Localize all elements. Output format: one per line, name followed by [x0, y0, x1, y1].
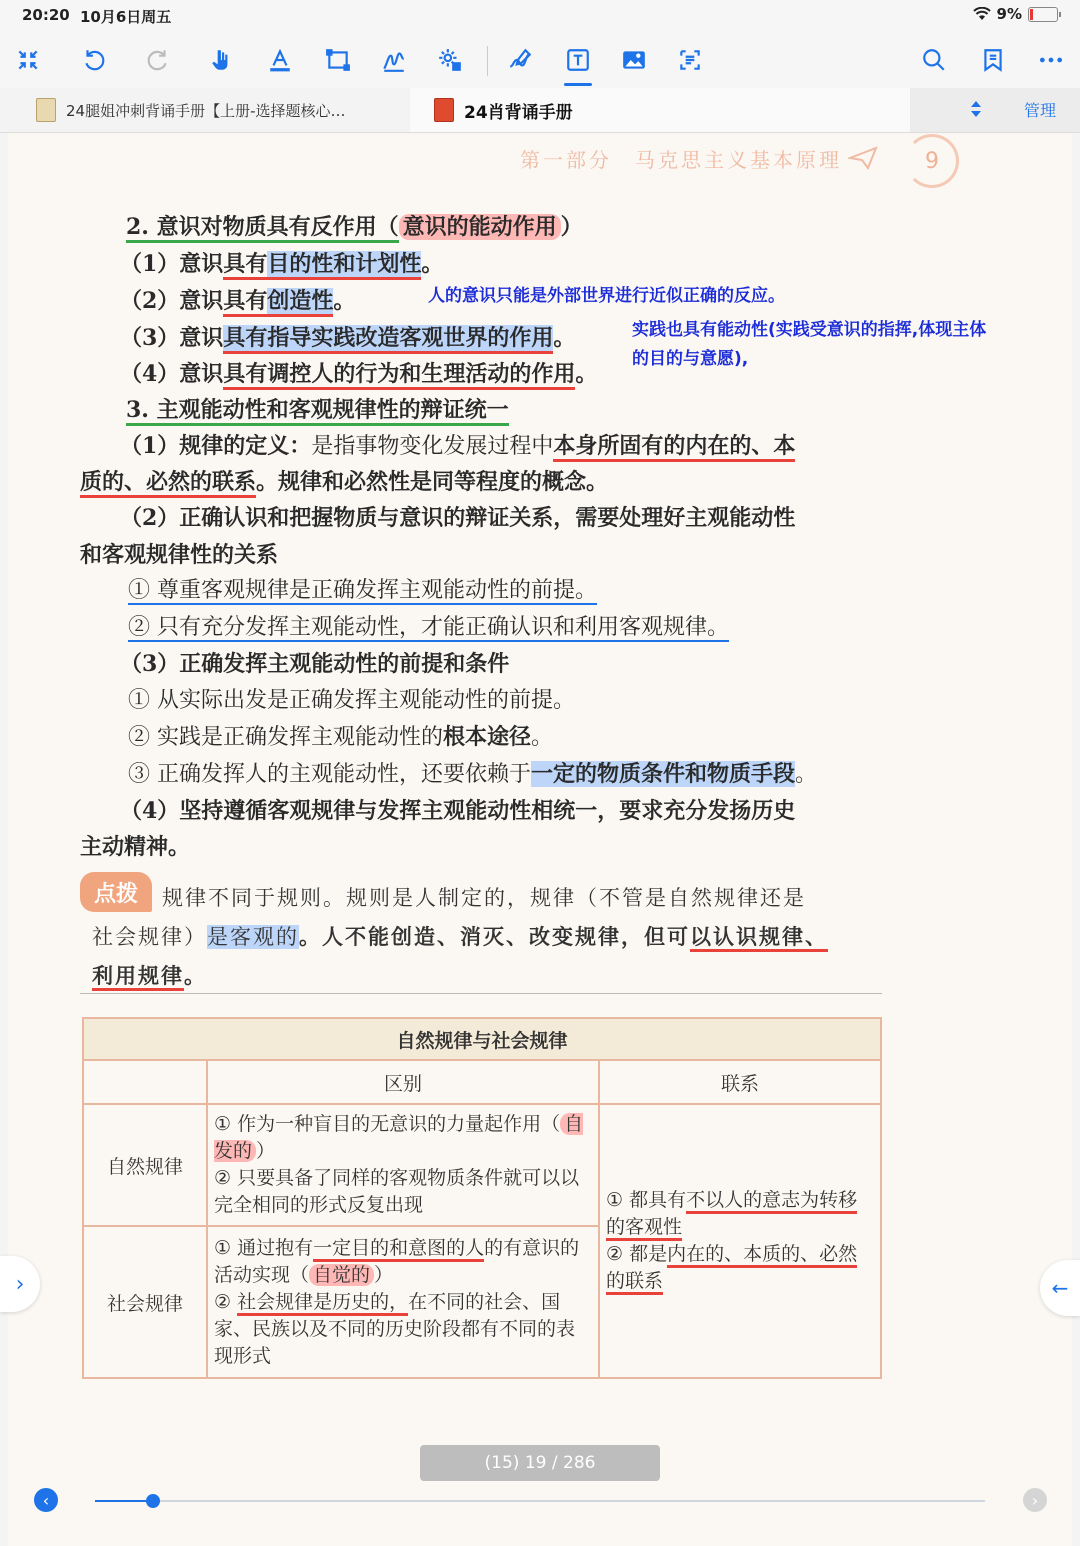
text: 。规律和必然性是同等程度的概念。	[256, 469, 609, 495]
manage-button[interactable]: 管理	[1024, 101, 1057, 120]
rule-2-line-2: 和客观规律性的关系	[80, 542, 279, 568]
text: 是指事物变化发展过程中	[311, 434, 554, 459]
text: 质的、必然的联系	[80, 469, 256, 498]
arrow-left-icon: ←	[1051, 1276, 1069, 1300]
text: 创造性	[267, 288, 333, 317]
rule-3-item-2	[128, 722, 553, 753]
text: 是客观的	[207, 925, 299, 949]
text: 不以人的意志为转移的客观性	[606, 1189, 857, 1241]
rule-2-item-2	[128, 613, 729, 643]
text: 一定目的和意图的人	[313, 1237, 484, 1262]
status-bar	[0, 0, 1080, 32]
text: ③ 正确发挥人的主观能动性，还要依赖于	[128, 762, 531, 787]
rule-4-line-1: （4）坚持遵循客观规律与发挥主观能动性相统一，要求充分发扬历史	[120, 798, 796, 824]
signature-icon[interactable]	[376, 42, 412, 78]
row-natural-law-difference	[207, 1104, 599, 1226]
text-box-icon[interactable]	[560, 42, 596, 78]
tab-document-2[interactable]	[410, 88, 910, 132]
running-head: 第一部分 马克思主义基本原理	[520, 148, 842, 172]
tip-line-2	[92, 921, 828, 951]
table-title: 自然规律与社会规律	[83, 1018, 881, 1060]
section-3-title	[126, 395, 509, 425]
tip-line-3	[92, 960, 207, 990]
line-2-4	[120, 359, 597, 389]
line-2-1	[120, 249, 443, 279]
document-thumbnail-icon	[36, 98, 56, 122]
battery-icon	[1028, 7, 1058, 22]
collapse-icon[interactable]	[10, 42, 46, 78]
text: 利用规律	[92, 963, 184, 991]
text: ① 都具有	[606, 1189, 687, 1211]
line-2-2	[120, 286, 355, 316]
text: 。	[333, 288, 356, 314]
text: ②	[214, 1290, 238, 1313]
page-indicator: (15) 19 / 286	[420, 1445, 660, 1481]
text: 具有调控人的行为和生理活动的作用	[223, 361, 575, 390]
tab-bar	[0, 88, 1080, 133]
text: 具有指导实践改造客观世界的作用	[223, 325, 553, 354]
toolbar	[0, 32, 1080, 88]
tip-line-1: 规律不同于规则。规则是人制定的，规律（不管是自然规律还是	[162, 886, 806, 910]
page-slider-track[interactable]	[95, 1500, 985, 1502]
page-number: 9	[905, 134, 959, 188]
rule-3-item-1: ① 从实际出发是正确发挥主观能动性的前提。	[128, 688, 575, 713]
text: 。	[531, 725, 554, 750]
search-icon[interactable]	[916, 42, 952, 78]
handwritten-note-2a: 实践也具有能动性(实践受意识的指挥,体现主体	[632, 320, 987, 340]
text: 在不同的社会、国家、民族以及不同的历史阶段都有不同的表现形式	[214, 1290, 576, 1367]
text: 社会规律）	[92, 925, 207, 949]
rule-2-item-1	[128, 576, 597, 606]
text: ② 都是	[606, 1243, 668, 1265]
prev-page-button[interactable]	[34, 1488, 58, 1512]
text: 一定的物质条件和物质手段	[531, 761, 796, 787]
text: 。	[421, 251, 444, 277]
laws-comparison-table	[82, 1017, 882, 1379]
connection-cell	[599, 1104, 881, 1378]
text: （1）规律的定义：	[120, 433, 312, 459]
row-social-law-difference	[207, 1226, 599, 1378]
text: ① 通过抱有	[214, 1236, 314, 1259]
text: 社会规律是历史的，	[237, 1291, 408, 1316]
more-icon[interactable]	[1033, 42, 1069, 78]
text: ）	[256, 1140, 276, 1162]
page-slider-fill	[95, 1500, 153, 1502]
image-icon[interactable]	[616, 42, 652, 78]
text: 自发的	[214, 1113, 584, 1162]
rule-1-line-1	[120, 431, 795, 462]
ocr-icon[interactable]	[672, 42, 708, 78]
text: 以认识规律、	[690, 924, 828, 952]
text: ① 作为一种盲目的无意识的力量起作用（	[214, 1113, 561, 1135]
chevron-right-icon: ›	[15, 1271, 25, 1297]
chevron-right-icon: ›	[1031, 1490, 1039, 1510]
line-2-3	[120, 323, 575, 353]
chevron-left-icon: ‹	[42, 1490, 50, 1510]
pen-icon[interactable]	[502, 42, 538, 78]
text: 自觉的	[309, 1264, 374, 1286]
section-2-title	[126, 212, 583, 242]
rule-2-line-1: （2）正确认识和把握物质与意识的辩证关系，需要处理好主观能动性	[120, 505, 796, 531]
battery-percent: 9%	[996, 5, 1022, 23]
text: 具有	[223, 288, 267, 317]
table-header-difference: 区别	[207, 1060, 599, 1104]
text: （4）意识	[120, 361, 224, 387]
text: 。	[575, 361, 598, 387]
toolbar-divider	[487, 46, 488, 76]
text: 的有意识的活动实现（	[214, 1236, 580, 1286]
text: （1）意识	[120, 251, 224, 277]
text: ② 只要具备了同样的客观物质条件就可以以完全相同的形式反复出现	[214, 1167, 580, 1216]
status-right	[973, 5, 1058, 23]
tip-badge: 点拨	[80, 872, 152, 912]
text: 目的性和计划性	[267, 251, 421, 280]
rule-3-item-3	[128, 759, 817, 790]
text-highlight-icon[interactable]	[262, 42, 298, 78]
rule-4-line-2: 主动精神。	[80, 834, 191, 860]
hand-icon[interactable]	[204, 42, 240, 78]
next-page-button[interactable]	[1023, 1488, 1047, 1512]
row-social-law-label: 社会规律	[83, 1226, 207, 1378]
section-separator	[80, 993, 882, 994]
paper-plane-icon	[848, 146, 878, 170]
text: ① 尊重客观规律是正确发挥主观能动性的前提。	[128, 578, 597, 603]
page-slider-knob[interactable]	[146, 1494, 160, 1508]
text: 本身所固有的内在的、本	[553, 433, 795, 462]
wifi-icon	[973, 7, 991, 21]
status-date: 10月6日周五	[80, 8, 172, 26]
table-header-connection: 联系	[599, 1060, 881, 1104]
text: 具有	[223, 251, 267, 280]
document-thumbnail-icon	[434, 98, 454, 122]
text: ）	[374, 1263, 394, 1286]
settings-gear-icon[interactable]	[432, 42, 468, 78]
tab-title-1: 24腿姐冲刺背诵手册【上册-选择题核心…	[66, 101, 346, 120]
text: 内在的、本质的、必然的联系	[606, 1243, 857, 1295]
rule-1-line-2	[80, 467, 608, 498]
section-2-title-highlight: 意识的能动作用	[399, 214, 561, 240]
text: 。	[795, 762, 818, 787]
undo-icon[interactable]	[76, 42, 112, 78]
handwritten-note-2b: 的目的与意愿),	[632, 349, 749, 369]
text: （3）意识	[120, 325, 224, 351]
section-2-title-end: ）	[560, 214, 583, 240]
bookmark-icon[interactable]	[975, 42, 1011, 78]
rule-3-title: （3）正确发挥主观能动性的前提和条件	[120, 651, 510, 677]
row-natural-law-label: 自然规律	[83, 1104, 207, 1226]
section-2-title-text: 2. 意识对物质具有反作用（	[126, 214, 399, 243]
text: 根本途径	[443, 724, 532, 750]
text: （2）意识	[120, 288, 224, 314]
text: ② 实践是正确发挥主观能动性的	[128, 725, 443, 750]
text: 。人不能创造、消灭、改变规律，但可	[299, 924, 690, 949]
tab-document-1[interactable]	[0, 88, 410, 132]
text: 3. 主观能动性和客观规律性的辩证统一	[126, 397, 509, 426]
text: 。	[553, 325, 576, 351]
tab-title-2: 24肖背诵手册	[464, 102, 573, 123]
text: ② 只有充分发挥主观能动性，才能正确认识和利用客观规律。	[128, 615, 729, 640]
handwritten-note-1: 人的意识只能是外部世界进行近似正确的反应。	[428, 286, 785, 306]
redo-icon[interactable]	[140, 42, 176, 78]
text: 。	[184, 963, 207, 988]
select-rect-icon[interactable]	[320, 42, 356, 78]
table-header-empty	[83, 1060, 207, 1104]
sort-icon[interactable]	[965, 98, 987, 120]
status-time: 20:20	[22, 6, 70, 24]
